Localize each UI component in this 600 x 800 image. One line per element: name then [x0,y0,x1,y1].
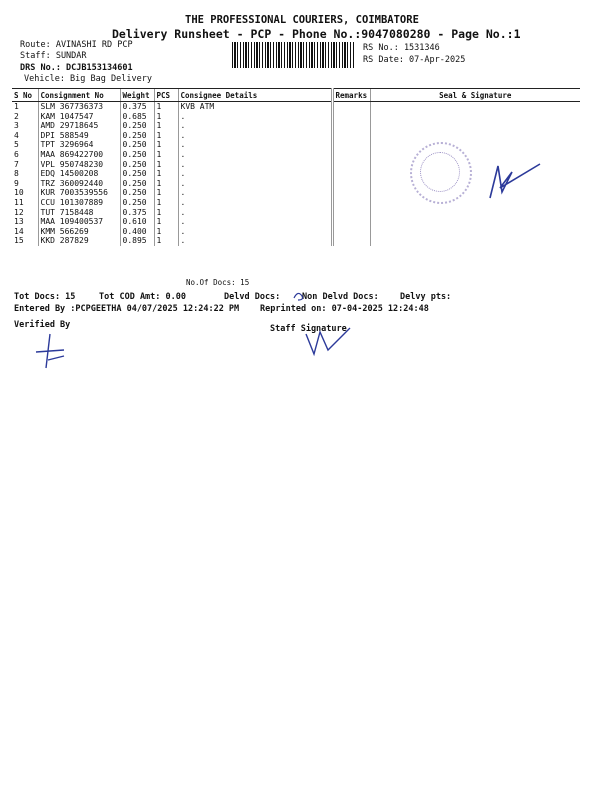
cell-consignment: TRZ 360092440 [38,179,120,189]
cell-remarks [332,140,370,150]
cell-weight: 0.375 [120,102,154,112]
cell-pcs: 1 [154,112,178,122]
table-row [12,112,580,122]
cell-remarks [332,198,370,208]
tot-cod: Tot COD Amt: 0.00 [99,292,186,302]
cell-seal [370,121,580,131]
drs-number: DRS No.: DCJB153134601 [20,63,133,73]
cell-consignment: SLM 367736373 [38,102,120,112]
cell-weight: 0.250 [120,160,154,170]
cell-weight: 0.250 [120,188,154,198]
cell-sno: 14 [14,226,24,236]
cell-consignee: . [178,121,332,131]
cell-consignee: . [178,150,332,160]
staff-signature-label: Staff Signature [270,324,347,334]
cell-pcs: 1 [154,179,178,189]
route-label: Route: AVINASHI RD PCP [20,40,133,50]
cell-pcs: 1 [154,217,178,227]
cell-consignee: KVB ATM [178,102,332,112]
cell-sno: 13 [14,217,24,227]
cell-pcs: 1 [154,208,178,218]
cell-seal [370,236,580,246]
cell-sno: 7 [14,159,19,169]
cell-weight: 0.895 [120,236,154,246]
reprinted-on: Reprinted on: 07-04-2025 12:24:48 [260,304,429,314]
non-delvd-docs: Non Delvd Docs: [302,292,379,302]
cell-consignment: KKD 287829 [38,236,120,246]
col-sno: S No [12,89,38,102]
cell-consignment: KAM 1047547 [38,112,120,122]
cell-seal [370,102,580,112]
signature-mark [480,158,550,208]
cell-consignee: . [178,140,332,150]
delvd-docs: Delvd Docs: [224,292,281,302]
cell-weight: 0.685 [120,112,154,122]
cell-remarks [332,217,370,227]
cell-weight: 0.250 [120,198,154,208]
col-consignment: Consignment No [38,89,120,102]
runsheet-title: Delivery Runsheet - PCP - Phone No.:9047080280 - Page No.:1 [112,27,521,41]
rs-date: RS Date: 07-Apr-2025 [363,55,466,65]
cell-sno: 15 [14,236,24,246]
cell-consignment: MAA 869422700 [38,150,120,160]
cell-consignee: . [178,198,332,208]
table-row [12,227,580,237]
table-row [12,131,580,141]
delvy-pts: Delvy pts: [400,292,452,302]
no-of-docs: No.Of Docs: 15 [186,278,250,287]
cell-sno: 9 [14,178,19,188]
cell-remarks [332,121,370,131]
cell-pcs: 1 [154,188,178,198]
cell-consignee: . [178,188,332,198]
cell-consignee: . [178,112,332,122]
company-name: THE PROFESSIONAL COURIERS, COIMBATORE [185,14,419,26]
col-pcs: PCS [154,89,178,102]
pen-scribble [292,290,306,302]
cell-seal [370,131,580,141]
cell-sno: 3 [14,121,19,131]
cell-sno: 2 [14,111,19,121]
table-row [12,217,580,227]
entered-by: Entered By :PCPGEETHA 04/07/2025 12:24:22 PM [14,304,240,314]
cell-consignment: TUT 7158448 [38,208,120,218]
staff-label: Staff: SUNDAR [20,51,87,61]
cell-remarks [332,112,370,122]
cell-sno: 1 [14,102,19,111]
cell-weight: 0.250 [120,179,154,189]
cell-weight: 0.250 [120,169,154,179]
cell-consignee: . [178,227,332,237]
cell-pcs: 1 [154,102,178,112]
cell-sno: 11 [14,197,24,207]
cell-consignment: KMM 566269 [38,227,120,237]
cell-sno: 12 [14,207,24,217]
cell-pcs: 1 [154,236,178,246]
cell-consignment: AMD 29718645 [38,121,120,131]
tot-docs: Tot Docs: 15 [14,292,76,302]
cell-pcs: 1 [154,150,178,160]
cell-consignee: . [178,160,332,170]
table-row [12,121,580,131]
table-row [12,102,580,112]
vehicle-label: Vehicle: Big Bag Delivery [24,74,152,84]
cell-seal [370,140,580,150]
cell-sno: 10 [14,188,24,198]
cell-consignment: MAA 109400537 [38,217,120,227]
cell-seal [370,112,580,122]
cell-seal [370,227,580,237]
cell-sno: 8 [14,169,19,179]
table-header [12,89,580,102]
cell-remarks [332,188,370,198]
table-row [12,236,580,246]
cell-weight: 0.250 [120,140,154,150]
cell-remarks [332,208,370,218]
barcode [232,42,354,68]
cell-consignment: EDQ 14500208 [38,169,120,179]
verified-by: Verified By [14,320,71,330]
cell-weight: 0.400 [120,227,154,237]
col-weight: Weight [120,89,154,102]
cell-remarks [332,131,370,141]
cell-consignee: . [178,236,332,246]
cell-remarks [332,102,370,112]
cell-pcs: 1 [154,160,178,170]
col-remarks: Remarks [332,89,370,102]
cell-consignment: CCU 101307889 [38,198,120,208]
cell-pcs: 1 [154,169,178,179]
cell-weight: 0.610 [120,217,154,227]
cell-remarks [332,227,370,237]
cell-seal [370,208,580,218]
col-seal: Seal & Signature [370,89,580,102]
cell-weight: 0.250 [120,150,154,160]
cell-pcs: 1 [154,198,178,208]
cell-sno: 4 [14,130,19,140]
table-row [12,208,580,218]
cell-seal [370,217,580,227]
cell-consignment: VPL 950748230 [38,160,120,170]
cell-consignee: . [178,131,332,141]
cell-remarks [332,160,370,170]
seal-stamp-inner [420,152,460,192]
cell-consignee: . [178,208,332,218]
col-consignee: Consignee Details [178,89,332,102]
cell-consignee: . [178,179,332,189]
cell-weight: 0.375 [120,208,154,218]
cell-pcs: 1 [154,227,178,237]
cell-remarks [332,150,370,160]
cell-sno: 5 [14,140,19,150]
cell-remarks [332,236,370,246]
rs-number: RS No.: 1531346 [363,43,440,53]
cell-remarks [332,169,370,179]
cell-pcs: 1 [154,131,178,141]
cell-pcs: 1 [154,121,178,131]
cell-pcs: 1 [154,140,178,150]
cell-weight: 0.250 [120,131,154,141]
cell-consignment: KUR 7003539556 [38,188,120,198]
verifier-signature [30,330,70,372]
cell-remarks [332,179,370,189]
table-row [12,140,580,150]
staff-signature-mark [300,322,356,362]
cell-sno: 6 [14,149,19,159]
cell-consignee: . [178,217,332,227]
cell-consignment: DPI 588549 [38,131,120,141]
cell-consignee: . [178,169,332,179]
cell-consignment: TPT 3296964 [38,140,120,150]
cell-weight: 0.250 [120,121,154,131]
